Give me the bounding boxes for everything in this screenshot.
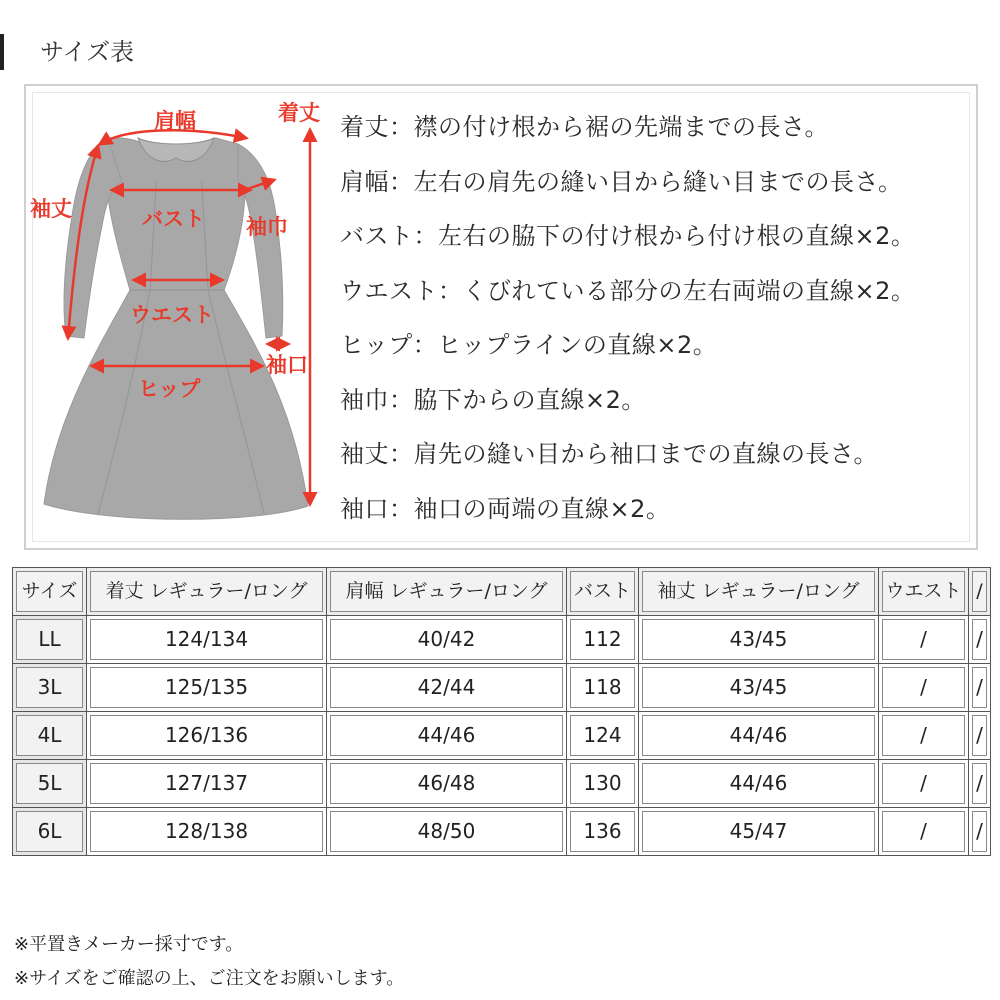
header-cell: バスト bbox=[567, 568, 639, 616]
size-cell: 3L bbox=[13, 664, 87, 712]
table-cell: 44/46 bbox=[639, 760, 879, 808]
table-cell: 48/50 bbox=[327, 808, 567, 856]
header-cell: / bbox=[969, 568, 991, 616]
definition-cuff: 袖口：袖口の両端の直線×2。 bbox=[340, 494, 671, 523]
table-cell: 124/134 bbox=[87, 616, 327, 664]
title-accent-bar bbox=[0, 34, 4, 70]
note-measurement-method: ※平置きメーカー採寸です。 bbox=[14, 934, 244, 955]
definition-shoulder: 肩幅：左右の肩先の縫い目から縫い目までの長さ。 bbox=[340, 167, 903, 196]
table-cell: 40/42 bbox=[327, 616, 567, 664]
table-cell: / bbox=[969, 712, 991, 760]
table-cell: 46/48 bbox=[327, 760, 567, 808]
dress-silhouette bbox=[44, 138, 308, 520]
table-cell: 45/47 bbox=[639, 808, 879, 856]
table-cell: 44/46 bbox=[327, 712, 567, 760]
definition-length: 着丈：襟の付け根から裾の先端までの長さ。 bbox=[340, 113, 830, 141]
table-cell: 44/46 bbox=[639, 712, 879, 760]
header-cell: ウエスト bbox=[879, 568, 969, 616]
definition-waist: ウエスト：くびれている部分の左右両端の直線×2。 bbox=[340, 276, 916, 305]
header-cell: 肩幅 レギュラー/ロング bbox=[327, 568, 567, 616]
measurement-definitions bbox=[340, 100, 980, 536]
note-confirm-size: ※サイズをご確認の上、ご注文をお願いします。 bbox=[14, 968, 405, 989]
table-cell: 126/136 bbox=[87, 712, 327, 760]
size-cell: LL bbox=[13, 616, 87, 664]
table-row bbox=[13, 760, 991, 808]
table-cell: 125/135 bbox=[87, 664, 327, 712]
header-cell: 着丈 レギュラー/ロング bbox=[87, 568, 327, 616]
table-cell: 118 bbox=[567, 664, 639, 712]
header-cell: サイズ bbox=[13, 568, 87, 616]
notes bbox=[14, 928, 404, 996]
length-label: 着丈 bbox=[278, 101, 320, 125]
table-cell: / bbox=[879, 808, 969, 856]
table-cell: 127/137 bbox=[87, 760, 327, 808]
size-table bbox=[12, 567, 991, 856]
shoulder-label: 肩幅 bbox=[154, 109, 196, 133]
sleeve-length-label: 袖丈 bbox=[30, 197, 72, 221]
table-cell: 124 bbox=[567, 712, 639, 760]
sleeve-width-label: 袖巾 bbox=[246, 215, 288, 239]
table-cell: / bbox=[969, 808, 991, 856]
definition-sleeve-length: 袖丈：肩先の縫い目から袖口までの直線の長さ。 bbox=[340, 440, 879, 468]
size-cell: 4L bbox=[13, 712, 87, 760]
size-cell: 6L bbox=[13, 808, 87, 856]
definition-hip: ヒップ：ヒップラインの直線×2。 bbox=[340, 331, 718, 359]
table-cell: / bbox=[879, 760, 969, 808]
table-cell: / bbox=[879, 616, 969, 664]
table-row bbox=[13, 712, 991, 760]
table-cell: 136 bbox=[567, 808, 639, 856]
definition-bust: バスト：左右の脇下の付け根から付け根の直線×2。 bbox=[340, 222, 916, 250]
table-row bbox=[13, 616, 991, 664]
hip-label: ヒップ bbox=[138, 377, 201, 401]
table-cell: / bbox=[879, 664, 969, 712]
cuff-label: 袖口 bbox=[266, 353, 308, 377]
table-cell: 43/45 bbox=[639, 664, 879, 712]
table-row bbox=[13, 808, 991, 856]
table-cell: 130 bbox=[567, 760, 639, 808]
size-cell: 5L bbox=[13, 760, 87, 808]
table-cell: / bbox=[969, 760, 991, 808]
table-cell: 128/138 bbox=[87, 808, 327, 856]
table-cell: 42/44 bbox=[327, 664, 567, 712]
waist-label: ウエスト bbox=[130, 303, 214, 327]
page-title: サイズ表 bbox=[40, 38, 135, 66]
table-cell: / bbox=[879, 712, 969, 760]
header-cell: 袖丈 レギュラー/ロング bbox=[639, 568, 879, 616]
bust-label: バスト bbox=[142, 207, 205, 231]
table-cell: / bbox=[969, 616, 991, 664]
table-cell: 43/45 bbox=[639, 616, 879, 664]
table-row bbox=[13, 664, 991, 712]
definition-sleeve-width: 袖巾：脇下からの直線×2。 bbox=[340, 385, 646, 414]
table-cell: / bbox=[969, 664, 991, 712]
table-header-row bbox=[13, 568, 991, 616]
table-cell: 112 bbox=[567, 616, 639, 664]
